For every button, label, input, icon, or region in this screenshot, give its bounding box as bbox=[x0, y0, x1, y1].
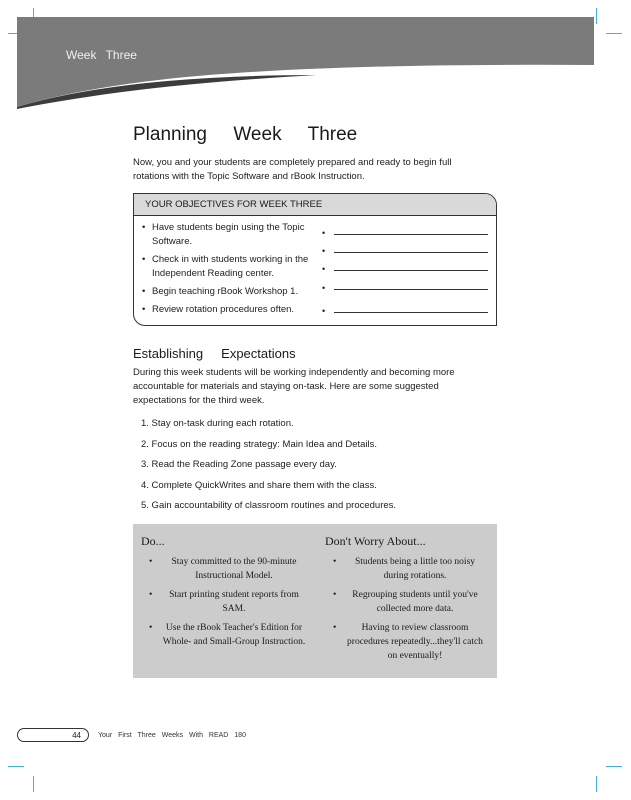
do-list bbox=[149, 555, 307, 654]
dont-item: • Regrouping students until you've collected more data. bbox=[333, 588, 485, 616]
crop-mark bbox=[606, 33, 622, 34]
dont-item: • Having to review classroom procedures repeatedly...they'll catch on eventually! bbox=[333, 621, 485, 663]
note-line[interactable]: • bbox=[334, 290, 488, 313]
objective-item: • Have students begin using the Topic Software. bbox=[142, 221, 312, 249]
do-item: • Stay committed to the 90-minute Instructional Model. bbox=[149, 555, 307, 583]
objectives-list bbox=[142, 221, 312, 321]
do-item: • Start printing student reports from SAM. bbox=[149, 588, 307, 616]
expectations-heading: Establishing Expectations bbox=[133, 346, 296, 361]
footer-text: Your First Three Weeks With READ 180 bbox=[98, 732, 246, 739]
expectation-item: 5. Gain accountability of classroom routines and procedures. bbox=[141, 500, 397, 511]
expectation-item: 2. Focus on the reading strategy: Main Idea and Details. bbox=[141, 438, 378, 450]
dont-item: • Students being a little too noisy during rotations. bbox=[333, 555, 485, 583]
do-item: • Use the rBook Teacher's Edition for Whole- and Small-Group Instruction. bbox=[149, 621, 307, 649]
note-line[interactable]: • bbox=[334, 235, 488, 253]
intro-paragraph: Now, you and your students are completely prepared and ready to begin full rotations with the Topic Software and rBook Instruction. bbox=[133, 157, 452, 182]
objectives-box bbox=[133, 193, 497, 326]
do-title: Do... bbox=[141, 534, 165, 548]
objective-item: • Review rotation procedures often. bbox=[142, 303, 312, 317]
page-title: Planning Week Three bbox=[133, 124, 358, 145]
crop-mark bbox=[33, 776, 34, 792]
page-number: 44 bbox=[17, 728, 89, 742]
objectives-heading: YOUR OBJECTIVES FOR WEEK THREE bbox=[134, 194, 496, 216]
do-dont-box bbox=[133, 524, 497, 678]
header-band bbox=[17, 17, 594, 109]
notes-lines bbox=[322, 222, 488, 316]
expectations-paragraph: During this week students will be working independently and becoming more accountable for materials and staying on-task. Here are some suggested expectations for the third week. bbox=[133, 367, 455, 406]
note-line[interactable]: • bbox=[334, 253, 488, 271]
week-label: Week Three bbox=[66, 48, 137, 62]
expectations-list bbox=[141, 417, 396, 520]
expectation-item: 3. Read the Reading Zone passage every day. bbox=[141, 459, 337, 470]
dont-list bbox=[333, 555, 485, 668]
objective-item: • Check in with students working in the Independent Reading center. bbox=[142, 253, 312, 281]
note-line[interactable]: • bbox=[334, 222, 488, 235]
crop-mark bbox=[606, 766, 622, 767]
note-line[interactable]: • bbox=[334, 271, 488, 290]
crop-mark bbox=[596, 8, 597, 24]
crop-mark bbox=[8, 766, 24, 767]
dont-title: Don't Worry About... bbox=[325, 534, 426, 548]
objective-item: • Begin teaching rBook Workshop 1. bbox=[142, 285, 312, 299]
crop-mark bbox=[596, 776, 597, 792]
expectation-item: 4. Complete QuickWrites and share them with the class. bbox=[141, 479, 377, 491]
expectation-item: 1. Stay on-task during each rotation. bbox=[141, 418, 294, 429]
